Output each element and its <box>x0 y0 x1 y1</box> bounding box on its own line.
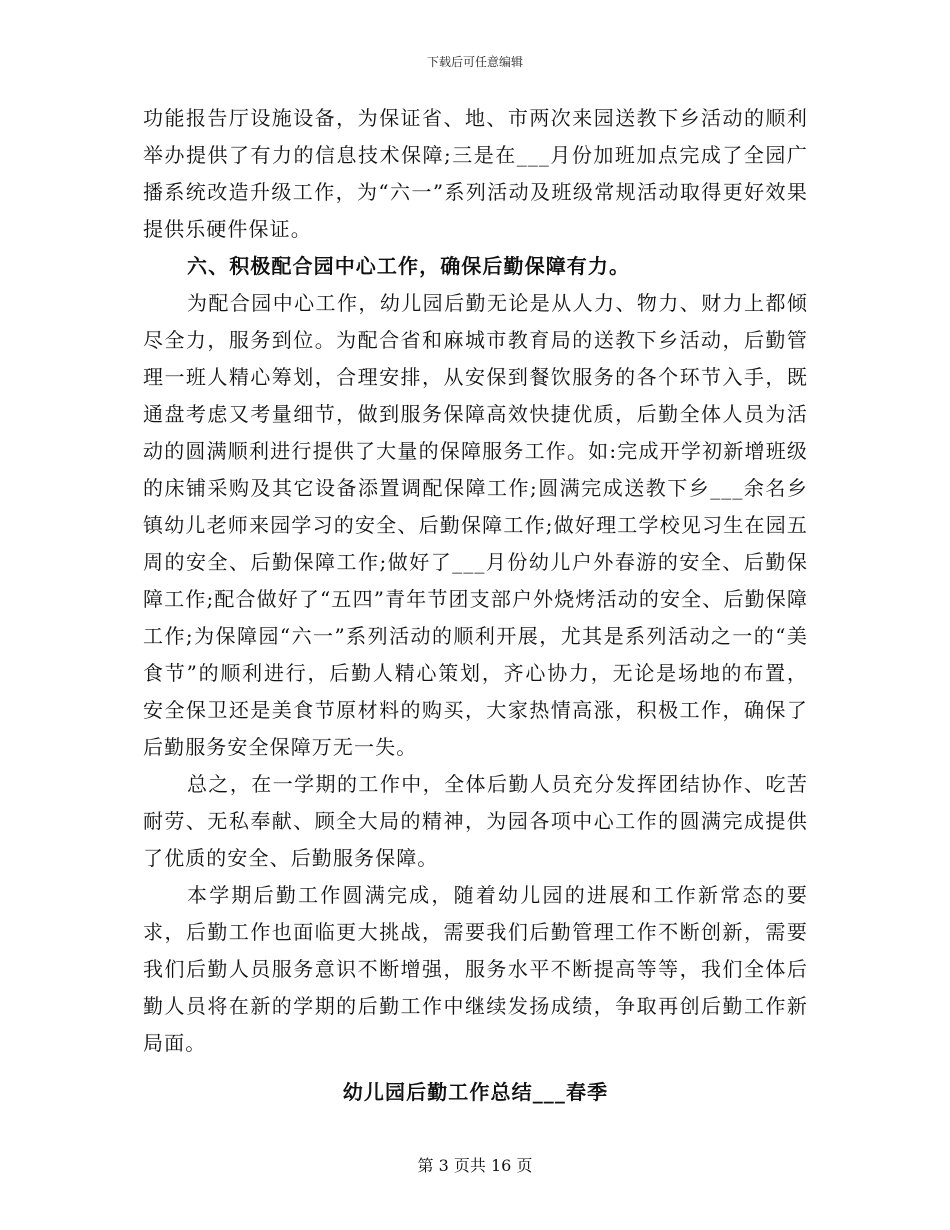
paragraph-outlook: 本学期后勤工作圆满完成，随着幼儿园的进展和工作新常态的要求，后勤工作也面临更大挑战，需要我们后勤管理工作不断创新，需要我们后勤人员服务意识不断增强，服务水平不断提高等等，我们全体后勤人员将在新的学期的后勤工作中继续发扬成绩，争取再创后勤工作新局面。 <box>143 883 808 1055</box>
paragraph-continued: 功能报告厅设施设备，为保证省、地、市两次来园送教下乡活动的顺利举办提供了有力的信息技术保障;三是在___月份加班加点完成了全园广播系统改造升级工作，为“六一”系列活动及班级常规活动取得更好效果提供乐硬件保证。 <box>143 106 808 241</box>
document-body <box>143 100 808 1111</box>
paragraph-summary: 总之，在一学期的工作中，全体后勤人员充分发挥团结协作、吃苦耐劳、无私奉献、顾全大局的精神，为园各项中心工作的圆满完成提供了优质的安全、后勤服务保障。 <box>143 772 808 870</box>
section-heading: 六、积极配合园中心工作，确保后勤保障有力。 <box>187 254 631 278</box>
next-document-title: 幼儿园后勤工作总结___春季 <box>342 1080 609 1104</box>
page-header: 下载后可任意编辑 <box>426 55 523 69</box>
paragraph-support-work: 为配合园中心工作，幼儿园后勤无论是从人力、物力、财力上都倾尽全力，服务到位。为配合省和麻城市教育局的送教下乡活动，后勤管理一班人精心筹划，合理安排，从安保到餐饮服务的各个环节入手，既通盘考虑又考量细节，做到服务保障高效快捷优质，后勤全体人员为活动的圆满顺利进行提供了大量的保障服务工作。如:完成开学初新增班级的床铺采购及其它设备添置调配保障工作;圆满完成送教下乡___余名乡镇幼儿老师来园学习的安全、后勤保障工作;做好理工学校见习生在园五周的安全、后勤保障工作;做好了___月份幼儿户外春游的安全、后勤保障工作;配合做好了“五四”青年节团支部户外烧烤活动的安全、后勤保障工作;为保障园“六一”系列活动的顺利开展，尤其是系列活动之一的“美食节”的顺利进行，后勤人精心策划，齐心协力，无论是场地的布置，安全保卫还是美食节原材料的购买，大家热情高涨，积极工作，确保了后勤服务安全保障万无一失。 <box>143 291 808 759</box>
page-number: 第 3 页共 16 页 <box>417 1156 533 1175</box>
